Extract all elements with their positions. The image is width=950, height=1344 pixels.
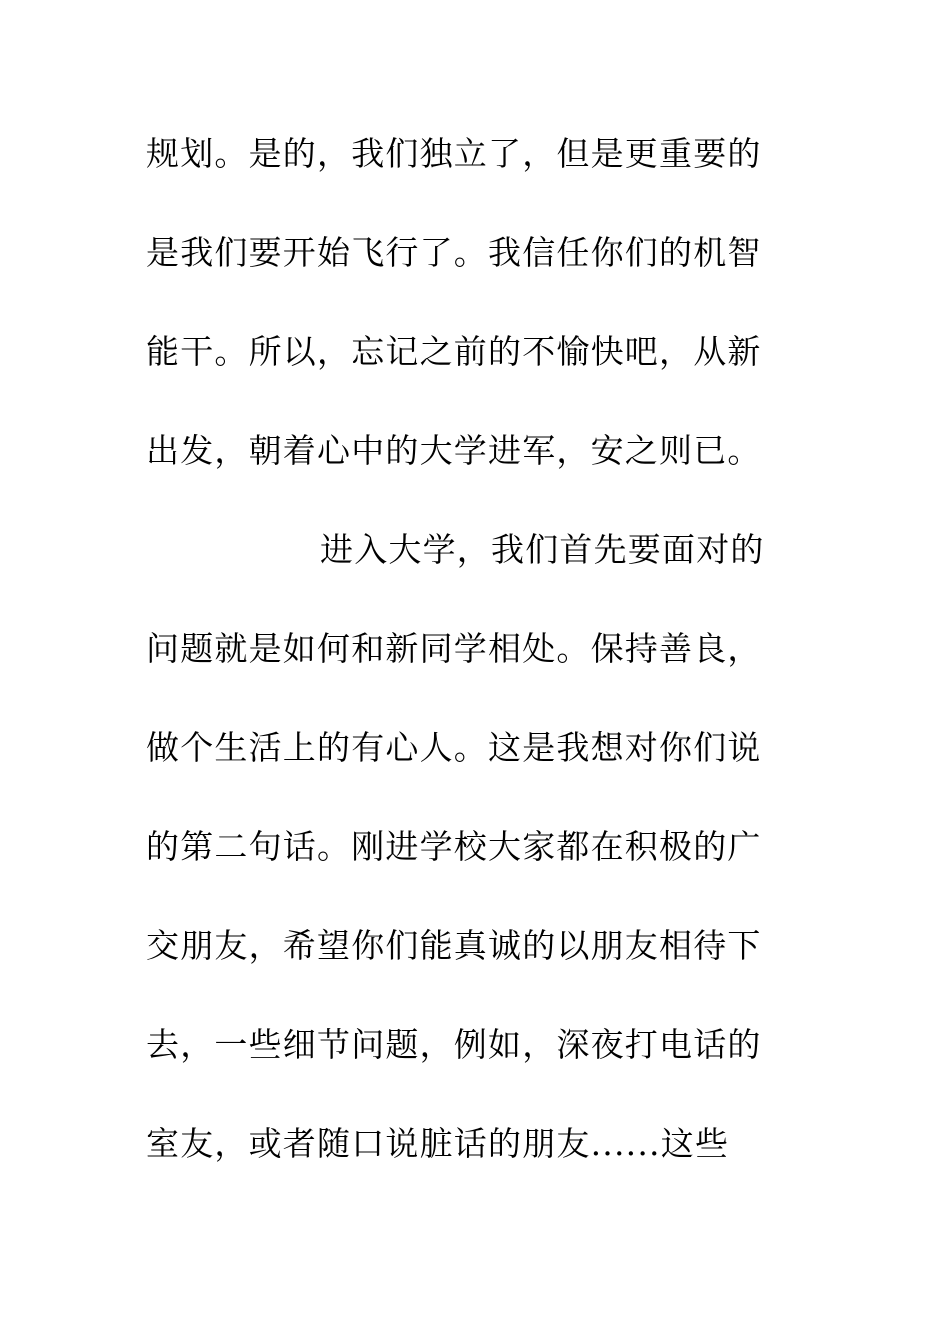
text-line-7: 做个生活上的有心人。这是我想对你们说 (146, 728, 762, 767)
text-line-2: 是我们要开始飞行了。我信任你们的机智 (146, 233, 762, 272)
text-line-10: 去，一些细节问题，例如，深夜打电话的 (146, 1025, 762, 1064)
document-body-text (146, 126, 786, 1215)
text-line-11: 室友，或者随口说脏话的朋友......这些 (146, 1124, 730, 1163)
text-line-9: 交朋友，希望你们能真诚的以朋友相待下 (146, 926, 762, 965)
text-line-6: 问题就是如何和新同学相处。保持善良， (146, 629, 762, 668)
text-line-4: 出发，朝着心中的大学进军，安之则已。 (146, 431, 762, 470)
text-line-8: 的第二句话。刚进学校大家都在积极的广 (146, 827, 762, 866)
text-line-1: 规划。是的，我们独立了，但是更重要的 (146, 134, 762, 173)
paragraph-start-line: 进入大学，我们首先要面对的 (320, 530, 765, 569)
text-line-3: 能干。所以，忘记之前的不愉快吧，从新 (146, 332, 762, 371)
